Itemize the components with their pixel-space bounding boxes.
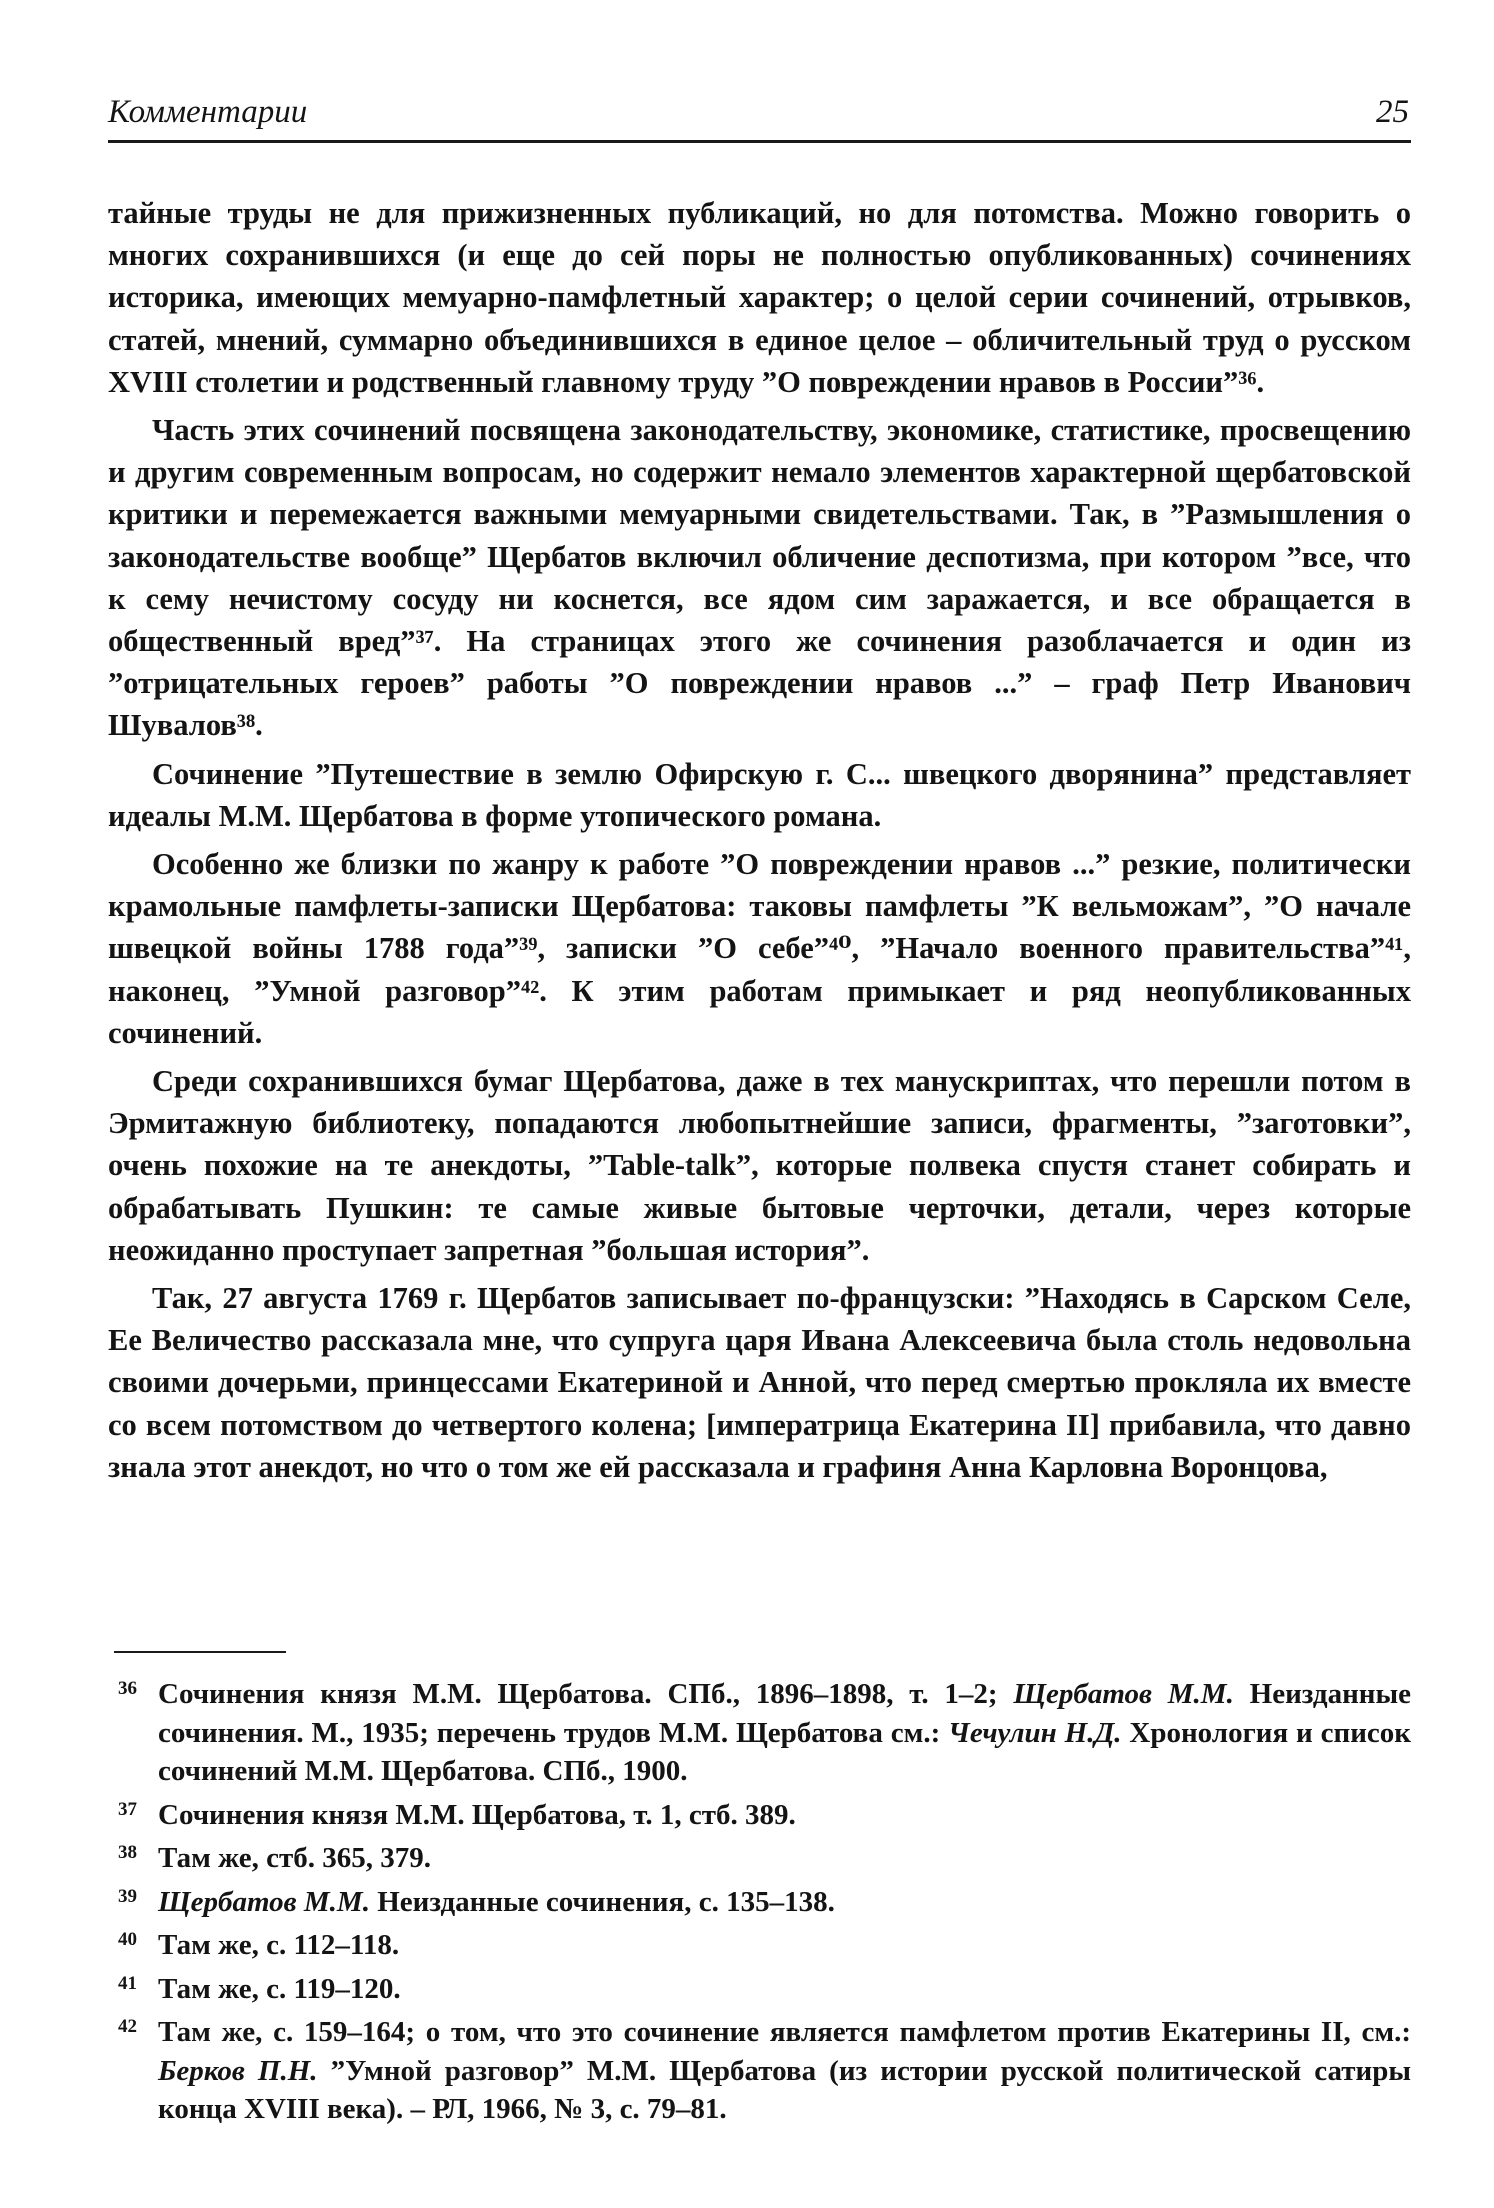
footnote-author: Берков П.Н. <box>158 2054 318 2087</box>
footnote-author: Щербатов М.М. <box>1013 1678 1234 1710</box>
footnote-number: 37 <box>118 1798 137 1820</box>
running-header <box>108 88 1411 143</box>
footnote-author: Чечулин Н.Д. <box>948 1716 1122 1749</box>
footnote-41 <box>118 1965 1411 2009</box>
footnote-number: 38 <box>118 1842 137 1863</box>
footnote-36 <box>118 1670 1411 1791</box>
paragraph: Среди сохранившихся бумаг Щербатова, даже в тех манускриптах, что перешли потом в Эрмитажную библиотеку, попадаются любопытнейшие записи, фрагменты, ”заготовки”, очень похожие на те анекдоты, ”Table-talk”, которые полвека спустя станет собирать и обрабатывать Пушкин: те самые живые бытовые черточки, детали, через которые неожиданно проступает запретная ”большая история”. <box>108 1064 1411 1267</box>
footnote-number: 41 <box>118 1972 137 1994</box>
footnote-number: 39 <box>118 1885 137 1907</box>
footnote-text: Сочинения князя М.М. Щербатова, т. 1, стб. 389. <box>158 1798 796 1831</box>
paragraph: Так, 27 августа 1769 г. Щербатов записывает по-французски: ”Находясь в Сарском Селе, Ее Величество рассказала мне, что супруга царя Ивана Алексеевича была столь недовольна своими дочерьми, принцессами Екатериной и Анной, что перед смертью прокляла их вместе со всем потомством до четвертого колена; [императрица Екатерина II] прибавила, что давно знала этот анекдот, но что о том же ей рассказала и графиня Анна Карловна Воронцова, <box>108 1281 1411 1484</box>
footnote-text: Неизданные сочинения, с. 135–138. <box>369 1885 835 1918</box>
footnote-text: ”Умной разговор” М.М. Щербатова (из истории русской политической сатиры конца XVIII века). – РЛ, 1966, № 3, с. 79–81. <box>158 2054 1411 2125</box>
running-title: Комментарии <box>108 94 308 130</box>
footnote-38 <box>118 1834 1411 1878</box>
footnote-author: Щербатов М.М. <box>158 1885 370 1918</box>
main-text <box>108 192 1411 1494</box>
footnote-text: Хронология и список сочинений М.М. Щербатова. СПб., 1900. <box>158 1716 1411 1787</box>
paragraph: Особенно же близки по жанру к работе ”О повреждении нравов ...” резкие, политически крамольные памфлеты-записки Щербатова: таковы памфлеты ”К вельможам”, ”О начале швецкой войны 1788 года”³⁹, записки ”О себе”⁴⁰, ”Начало военного правительства”⁴¹, наконец, ”Умной разговор”⁴². К этим работам примыкает и ряд неопубликованных сочинений. <box>108 847 1411 1050</box>
footnote-text: Сочинения князя М.М. Щербатова. СПб., 1896–1898, т. 1–2; <box>158 1678 1014 1710</box>
footnote-number: 40 <box>118 1929 137 1950</box>
footnote-text: Неизданные сочинения. М., 1935; перечень трудов М.М. Щербатова см.: <box>158 1678 1412 1749</box>
footnote-number: 42 <box>118 2016 137 2037</box>
footnote-40 <box>118 1921 1411 1965</box>
paragraph: Часть этих сочинений посвящена законодательству, экономике, статистике, просвещению и другим современным вопросам, но содержит немало элементов характерной щербатовской критики и перемежается важными мемуарными свидетельствами. Так, в ”Размышления о законодательстве вообще” Щербатов включил обличение деспотизма, при котором ”все, что к сему нечистому сосуду ни коснется, все ядом сим заражается, и все обращается в общественный вред”³⁷. На страницах этого же сочинения разоблачается и один из ”отрицательных героев” работы ”О повреждении нравов ...” – граф Петр Иванович Шувалов³⁸. <box>108 413 1411 743</box>
footnote-text: Там же, с. 112–118. <box>158 1929 400 1961</box>
paragraph: тайные труды не для прижизненных публикаций, но для потомства. Можно говорить о многих сохранившихся (и еще до сей поры не полностью опубликованных) сочинениях историка, имеющих мемуарно-памфлетный характер; о целой серии сочинений, отрывков, статей, мнений, суммарно объединившихся в единое целое – обличительный труд о русском XVIII столетии и родственный главному труду ”О повреждении нравов в России”³⁶. <box>108 196 1411 399</box>
page-number: 25 <box>1376 94 1409 130</box>
footnotes <box>118 1670 1411 2129</box>
paragraph: Сочинение ”Путешествие в землю Офирскую г. С... швецкого дворянина” представляет идеалы М.М. Щербатова в форме утопического романа. <box>108 756 1411 833</box>
footnote-separator <box>114 1651 286 1653</box>
footnote-number: 36 <box>118 1678 137 1699</box>
footnote-42 <box>118 2008 1411 2129</box>
footnote-text: Там же, стб. 365, 379. <box>158 1842 432 1874</box>
footnote-37 <box>118 1791 1411 1835</box>
footnote-text: Там же, с. 119–120. <box>158 1972 401 2005</box>
footnote-text: Там же, с. 159–164; о том, что это сочинение является памфлетом против Екатерины II, см.: <box>158 2016 1411 2048</box>
footnote-39 <box>118 1878 1411 1922</box>
